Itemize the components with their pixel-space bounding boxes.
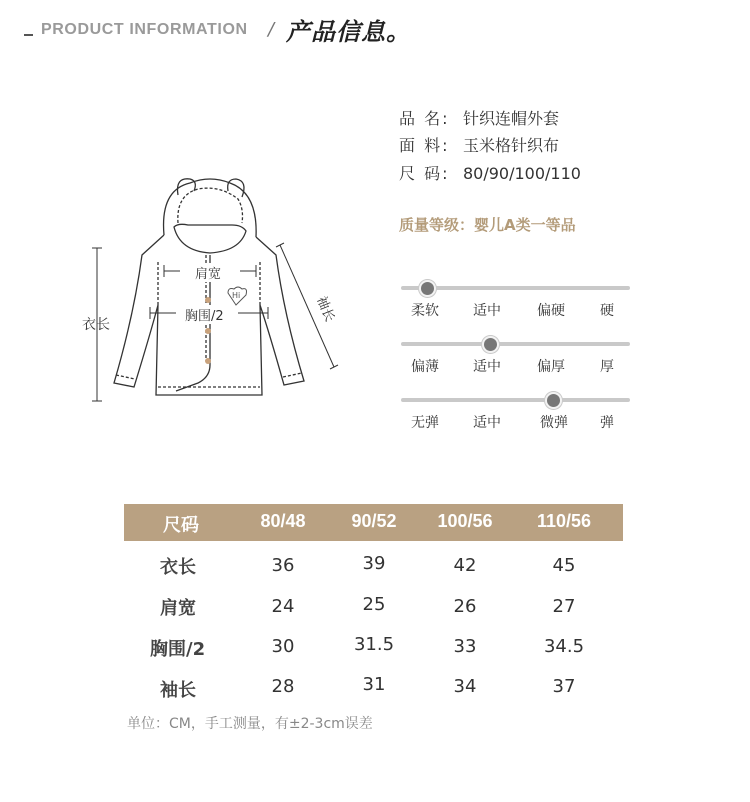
hi-badge-text: Hi — [232, 291, 241, 300]
softness-slider-knob — [419, 280, 436, 297]
info-label: 面 料: — [399, 136, 450, 155]
thickness-option: 厚 — [600, 359, 614, 375]
info-line-size — [399, 161, 581, 184]
jacket-diagram — [80, 165, 380, 410]
elasticity-option: 无弹 — [411, 415, 439, 431]
elasticity-option: 适中 — [473, 415, 501, 431]
size-column-header: 80/48 — [260, 511, 306, 531]
elasticity-option: 弹 — [600, 415, 614, 431]
header-slash: / — [268, 19, 275, 40]
button-icon — [205, 297, 211, 303]
thickness-option: 偏薄 — [411, 359, 439, 375]
header-english-title: PRODUCT INFORMATION — [41, 21, 248, 38]
size-cell: 34.5 — [543, 636, 585, 657]
size-row-label: 胸围/2 — [150, 639, 206, 660]
diagram-label-length: 衣长 — [82, 317, 110, 333]
measurement-note: 单位：CM，手工测量，有±2-3cm误差 — [127, 716, 373, 732]
size-cell: 39 — [362, 553, 386, 574]
softness-option: 柔软 — [411, 303, 439, 319]
quality-grade: 质量等级：婴儿A类一等品 — [399, 216, 576, 234]
info-label: 品 名: — [399, 109, 450, 128]
info-value: 玉米格针织布 — [463, 136, 560, 155]
size-cell: 25 — [362, 594, 386, 615]
size-cell: 37 — [552, 676, 576, 697]
thickness-slider-knob — [482, 336, 499, 353]
elasticity-slider-knob — [545, 392, 562, 409]
diagram-label-sleeve: 袖长 — [306, 279, 348, 338]
elasticity-option: 微弹 — [540, 415, 568, 431]
info-label: 尺 码: — [399, 164, 450, 183]
softness-option: 适中 — [473, 303, 501, 319]
size-cell: 31 — [362, 674, 386, 695]
size-cell: 31.5 — [353, 634, 395, 655]
info-line-name — [399, 106, 559, 129]
size-cell: 45 — [552, 555, 576, 576]
size-cell: 27 — [552, 596, 576, 617]
elasticity-slider-track — [401, 398, 630, 402]
size-row-label: 衣长 — [160, 557, 196, 578]
size-column-header: 90/52 — [351, 511, 397, 531]
button-icon — [205, 328, 211, 334]
size-cell: 34 — [453, 676, 477, 697]
header-chinese-title: 产品信息。 — [286, 18, 411, 46]
size-column-header: 110/56 — [536, 511, 592, 531]
size-table-header-label: 尺码 — [163, 515, 199, 535]
info-value: 针织连帽外套 — [463, 109, 560, 128]
size-cell: 42 — [453, 555, 477, 576]
thickness-slider-track — [401, 342, 630, 346]
size-cell: 30 — [271, 636, 295, 657]
size-cell: 33 — [453, 636, 477, 657]
size-cell: 26 — [453, 596, 477, 617]
thickness-option: 偏厚 — [537, 359, 565, 375]
softness-option: 硬 — [600, 303, 614, 319]
size-column-header: 100/56 — [437, 511, 493, 531]
size-cell: 24 — [271, 596, 295, 617]
button-icon — [205, 358, 211, 364]
header-dash — [24, 34, 33, 36]
size-cell: 36 — [271, 555, 295, 576]
size-row-label: 肩宽 — [160, 598, 196, 619]
softness-option: 偏硬 — [537, 303, 565, 319]
size-cell: 28 — [271, 676, 295, 697]
thickness-option: 适中 — [473, 359, 501, 375]
info-line-fabric — [399, 133, 559, 156]
info-value: 80/90/100/110 — [463, 164, 581, 183]
diagram-label-shoulder: 肩宽 — [193, 263, 223, 282]
diagram-label-chest: 胸围/2 — [182, 305, 227, 324]
size-row-label: 袖长 — [160, 680, 196, 701]
